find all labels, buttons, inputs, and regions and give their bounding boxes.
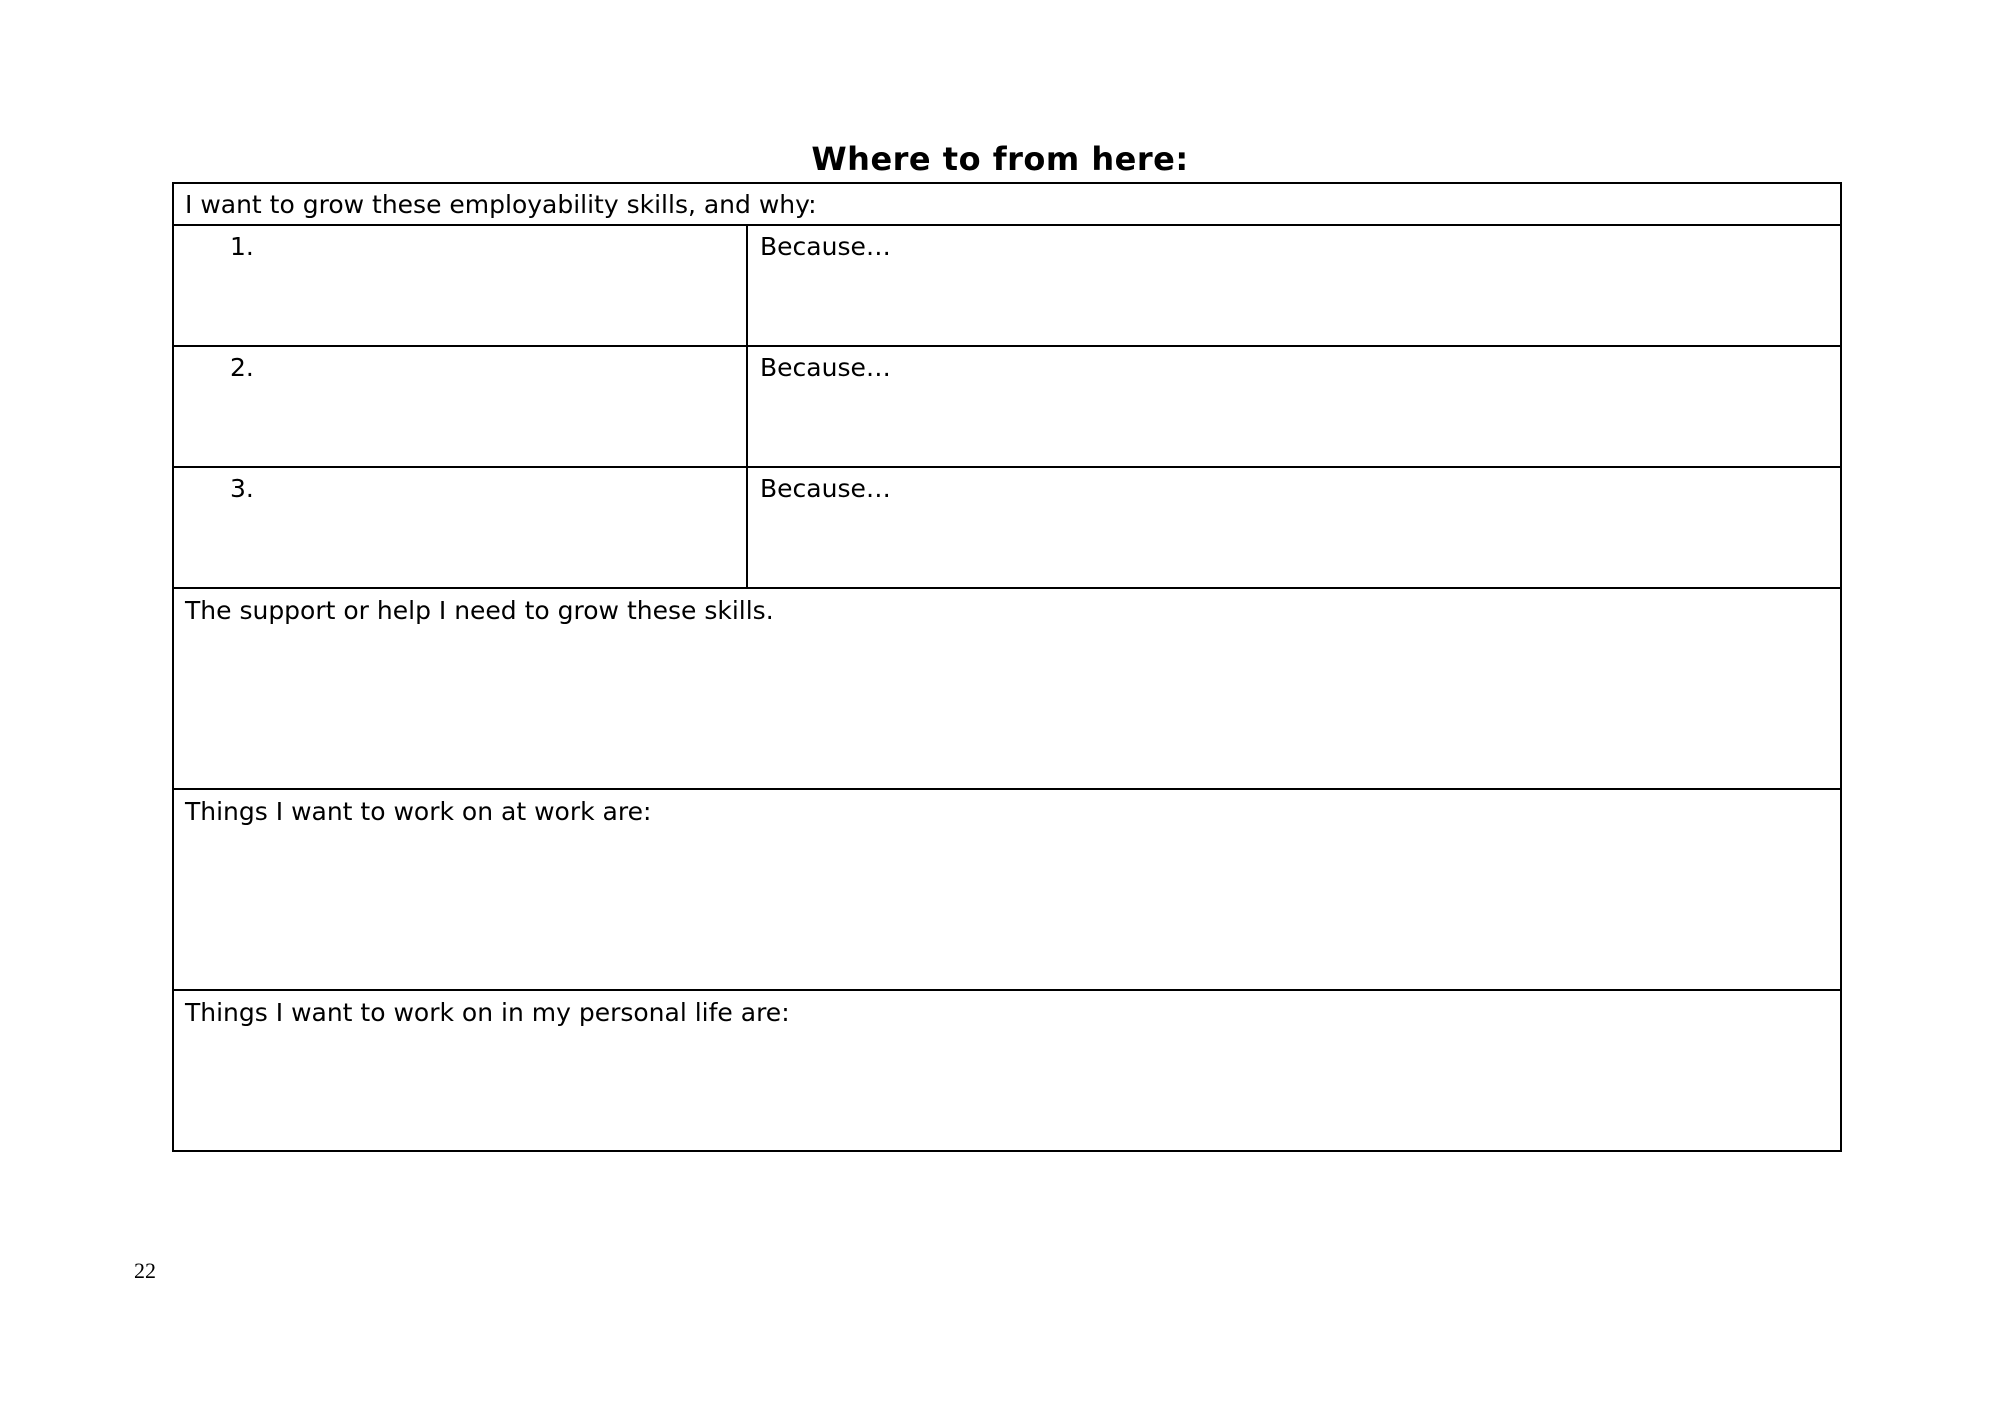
support-field[interactable] <box>173 588 1841 789</box>
skill-3-field[interactable] <box>173 467 747 588</box>
skills-header-label: I want to grow these employability skills, and why: <box>185 190 817 219</box>
work-field[interactable] <box>173 789 1841 990</box>
skill-2-because-label: Because… <box>760 353 891 382</box>
skill-2-reason-field[interactable] <box>747 346 1841 467</box>
skills-header-cell <box>173 183 1841 225</box>
skill-1-field[interactable] <box>173 225 747 346</box>
skill-row-3 <box>173 467 1841 588</box>
skill-1-reason-field[interactable] <box>747 225 1841 346</box>
support-label: The support or help I need to grow these skills. <box>185 596 774 625</box>
work-label: Things I want to work on at work are: <box>185 797 652 826</box>
personal-label: Things I want to work on in my personal life are: <box>185 998 790 1027</box>
skill-2-field[interactable] <box>173 346 747 467</box>
skill-3-because-label: Because… <box>760 474 891 503</box>
skills-header-row <box>173 183 1841 225</box>
personal-row <box>173 990 1841 1151</box>
work-row <box>173 789 1841 990</box>
skill-3-number: 3. <box>230 474 254 503</box>
skill-1-because-label: Because… <box>760 232 891 261</box>
page-title: Where to from here: <box>811 140 1189 178</box>
skill-2-number: 2. <box>230 353 254 382</box>
skill-3-reason-field[interactable] <box>747 467 1841 588</box>
skill-row-1 <box>173 225 1841 346</box>
personal-field[interactable] <box>173 990 1841 1151</box>
skill-1-number: 1. <box>230 232 254 261</box>
where-to-from-here-form <box>172 182 1842 1152</box>
support-row <box>173 588 1841 789</box>
skill-row-2 <box>173 346 1841 467</box>
page-number: 22 <box>134 1258 156 1283</box>
